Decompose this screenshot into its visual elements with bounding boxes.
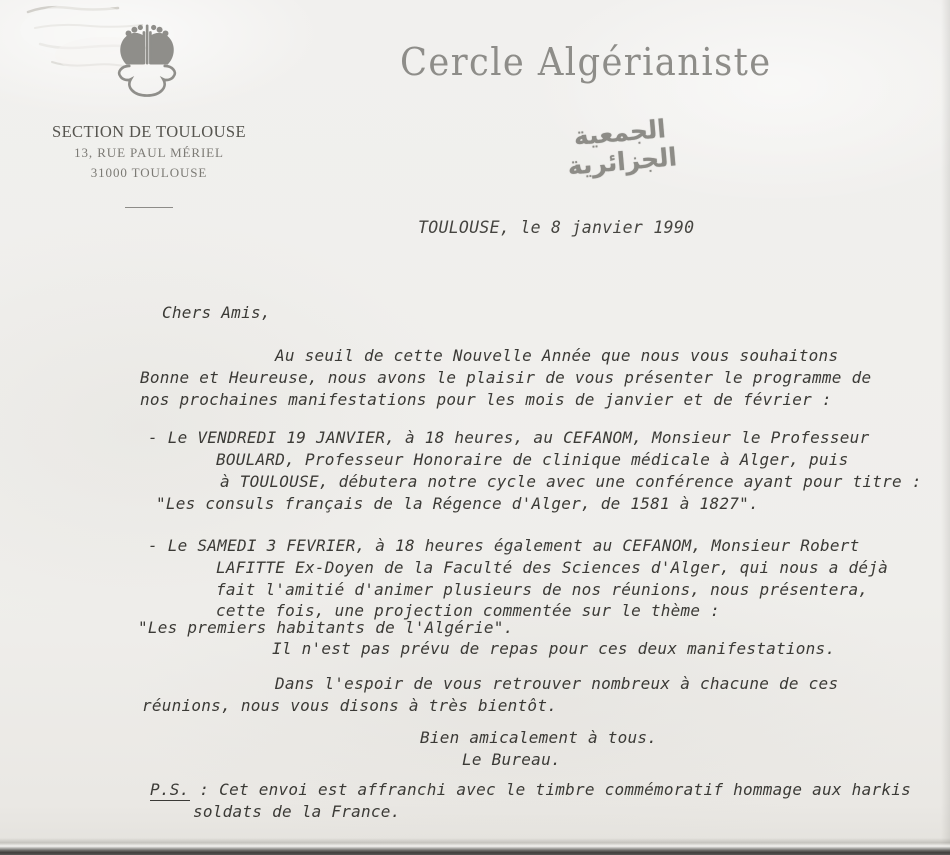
scan-right-edge xyxy=(941,0,950,855)
meal-note-line: Il n'est pas prévu de repas pour ces deux manifestations. xyxy=(272,639,836,658)
date-line: TOULOUSE, le 8 janvier 1990 xyxy=(418,218,695,237)
postscript-text: : Cet envoi est affranchi avec le timbre commémoratif hommage aux harkis xyxy=(189,780,911,799)
postscript-line: soldats de la France. xyxy=(193,802,401,821)
event1-line: à TOULOUSE, débutera notre cycle avec une conférence ayant pour titre : xyxy=(220,472,922,491)
signoff-signature: Le Bureau. xyxy=(462,750,561,769)
postscript-label: P.S. xyxy=(150,780,190,799)
event1-title-line: "Les consuls français de la Régence d'Alger, de 1581 à 1827". xyxy=(156,494,759,513)
section-name: SECTION DE TOULOUSE xyxy=(52,122,246,141)
letter-line: Bonne et Heureuse, nous avons le plaisir de vous présenter le programme de xyxy=(140,368,872,387)
hamsa-hand-logo-icon xyxy=(110,22,184,104)
event2-line: - Le SAMEDI 3 FEVRIER, à 18 heures également au CEFANOM, Monsieur Robert xyxy=(148,536,860,555)
event2-title-line: "Les premiers habitants de l'Algérie". xyxy=(138,618,514,637)
postscript-line xyxy=(150,779,911,801)
closing-line: Dans l'espoir de vous retrouver nombreux à chacune de ces xyxy=(275,674,839,693)
letter-line: nos prochaines manifestations pour les mois de janvier et de février : xyxy=(140,390,832,409)
organization-title: Cercle Algérianiste xyxy=(400,40,772,84)
address-line-2: 31000 TOULOUSE xyxy=(90,165,208,180)
event2-line: cette fois, une projection commentée sur le thème : xyxy=(216,601,721,620)
scan-bottom-edge xyxy=(0,838,950,855)
letter-line: Au seuil de cette Nouvelle Année que nous vous souhaitons xyxy=(275,346,839,365)
event1-line: BOULARD, Professeur Honoraire de clinique médicale à Alger, puis xyxy=(216,450,849,469)
address-line-1: 13, RUE PAUL MÉRIEL xyxy=(74,145,224,160)
salutation: Chers Amis, xyxy=(162,303,271,322)
letterhead-divider xyxy=(125,207,173,208)
closing-line: réunions, nous vous disons à très bientôt. xyxy=(142,696,558,715)
event2-line: LAFITTE Ex-Doyen de la Faculté des Sciences d'Alger, qui nous a déjà xyxy=(216,558,889,577)
signoff-line: Bien amicalement à tous. xyxy=(420,728,658,747)
event2-line: fait l'amitié d'animer plusieurs de nos réunions, nous présentera, xyxy=(216,580,869,599)
event1-line: - Le VENDREDI 19 JANVIER, à 18 heures, au CEFANOM, Monsieur le Professeur xyxy=(148,428,870,447)
letterhead xyxy=(38,120,260,208)
arabic-calligraphy: الجمعية الجزائرية xyxy=(566,114,679,181)
